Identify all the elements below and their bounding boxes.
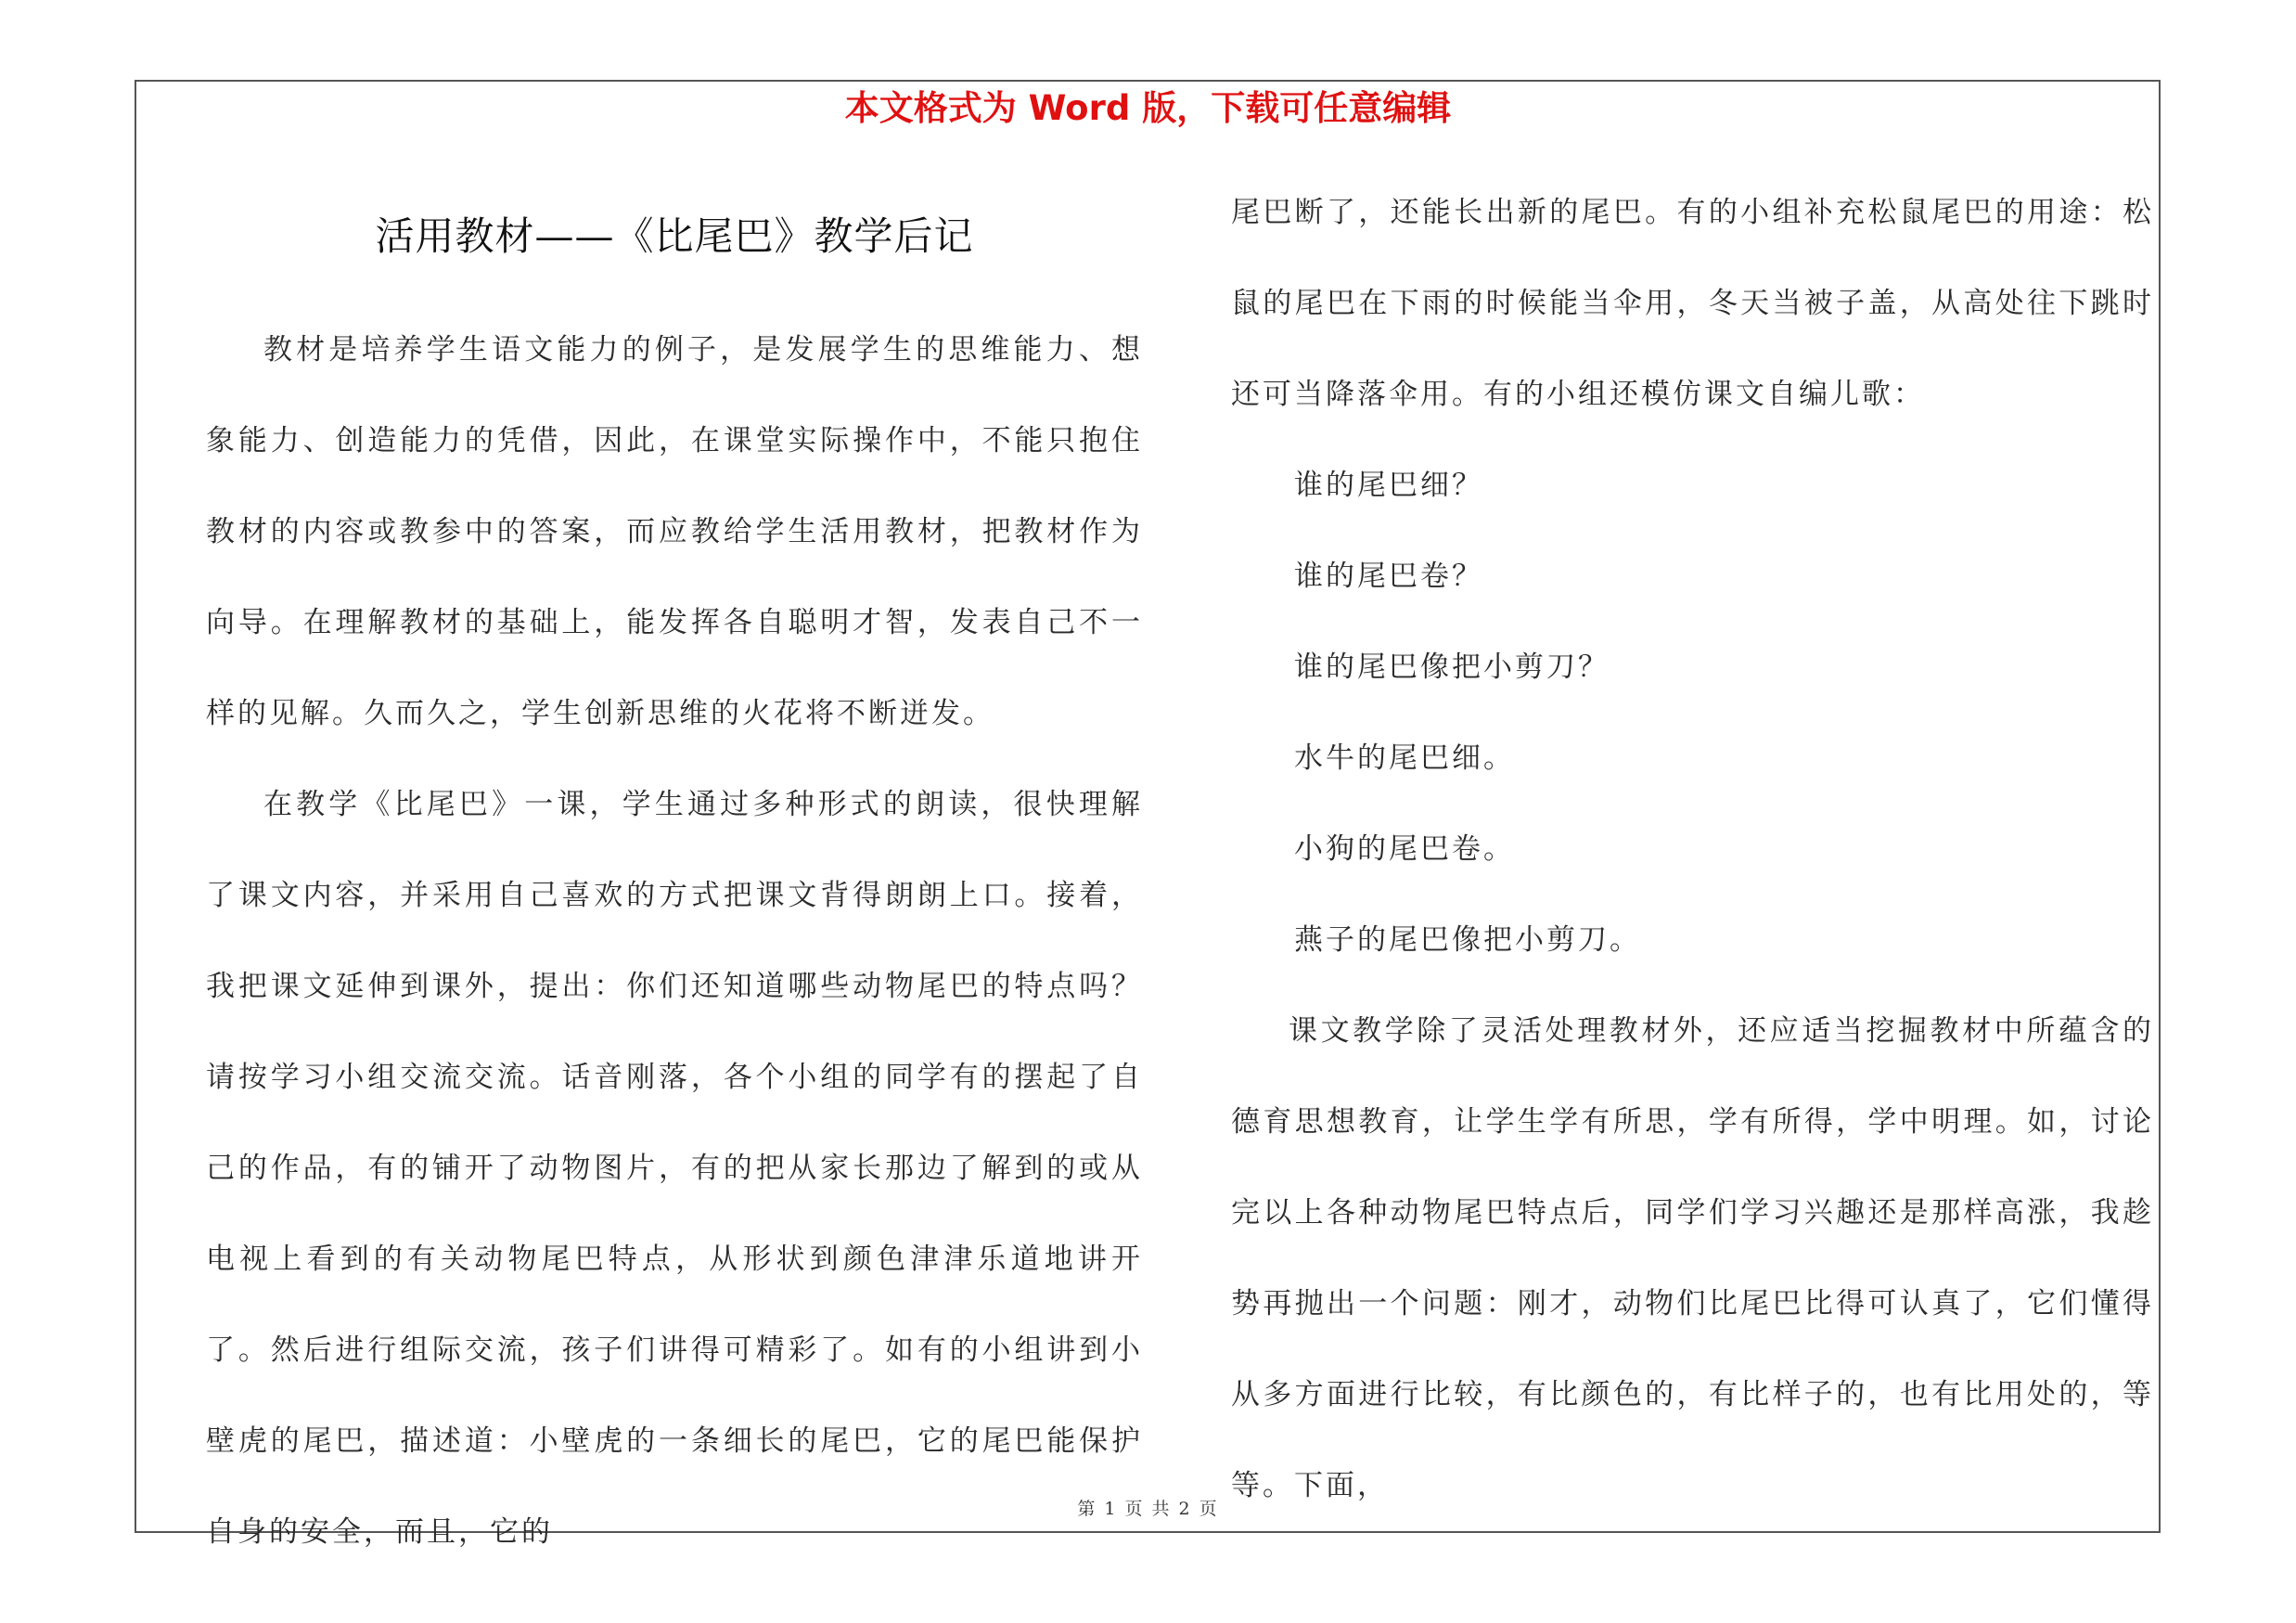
paragraph-continued: 尾巴断了，还能长出新的尾巴。有的小组补充松鼠尾巴的用途：松鼠的尾巴在下雨的时候能当伞用，冬天当被子盖，从高处往下跳时还可当降落伞用。有的小组还模仿课文自编儿歌： <box>1231 196 2154 411</box>
poem-line: 谁的尾巴细？ <box>1294 469 1483 502</box>
paragraph-intro: 教材是培养学生语文能力的例子，是发展学生的思维能力、想象能力、创造能力的凭借，因此，在课堂实际操作中，不能只抱住教材的内容或教参中的答案，而应教给学生活用教材，把教材作为向导。在理解教材的基础上，能发挥各自聪明才智，发表自己不一样的见解。久而久之，学生创新思维的火花将不断迸发。 <box>206 333 1143 730</box>
poem-line: 小狗的尾巴卷。 <box>1294 832 1515 866</box>
format-banner: 本文格式为 Word 版，下载可任意编辑 <box>844 88 1452 128</box>
poem-line: 谁的尾巴像把小剪刀？ <box>1294 650 1610 684</box>
paragraph-closing: 课文教学除了灵活处理教材外，还应适当挖掘教材中所蕴含的德育思想教育，让学生学有所思，学有所得，学中明理。如，讨论完以上各种动物尾巴特点后，同学们学习兴趣还是那样高涨，我趁势再抛出一个问题：刚才，动物们比尾巴比得可认真了，它们懂得从多方面进行比较，有比颜色的，有比样子的，也有比用处的，等等。下面， <box>1231 1014 2154 1502</box>
poem-line: 燕子的尾巴像把小剪刀。 <box>1294 923 1641 957</box>
page-footer: 第 1 页 共 2 页 <box>1077 1499 1219 1519</box>
poem-line: 水牛的尾巴细。 <box>1294 741 1515 775</box>
left-column <box>206 304 1143 1578</box>
paragraph-lesson: 在教学《比尾巴》一课，学生通过多种形式的朗读，很快理解了课文内容，并采用自己喜欢的方式把课文背得朗朗上口。接着，我把课文延伸到课外，提出：你们还知道哪些动物尾巴的特点吗？请按学习小组交流交流。话音刚落，各个小组的同学有的摆起了自己的作品，有的铺开了动物图片，有的把从家长那边了解到的或从电视上看到的有关动物尾巴特点，从形状到颜色津津乐道地讲开了。然后进行组际交流，孩子们讲得可精彩了。如有的小组讲到小壁虎的尾巴，描述道：小壁虎的一条细长的尾巴，它的尾巴能保护自身的安全，而且，它的 <box>206 788 1143 1549</box>
poem-line: 谁的尾巴卷？ <box>1294 560 1483 593</box>
right-column <box>1231 167 2154 1531</box>
document-title: 活用教材——《比尾巴》教学后记 <box>375 213 974 259</box>
